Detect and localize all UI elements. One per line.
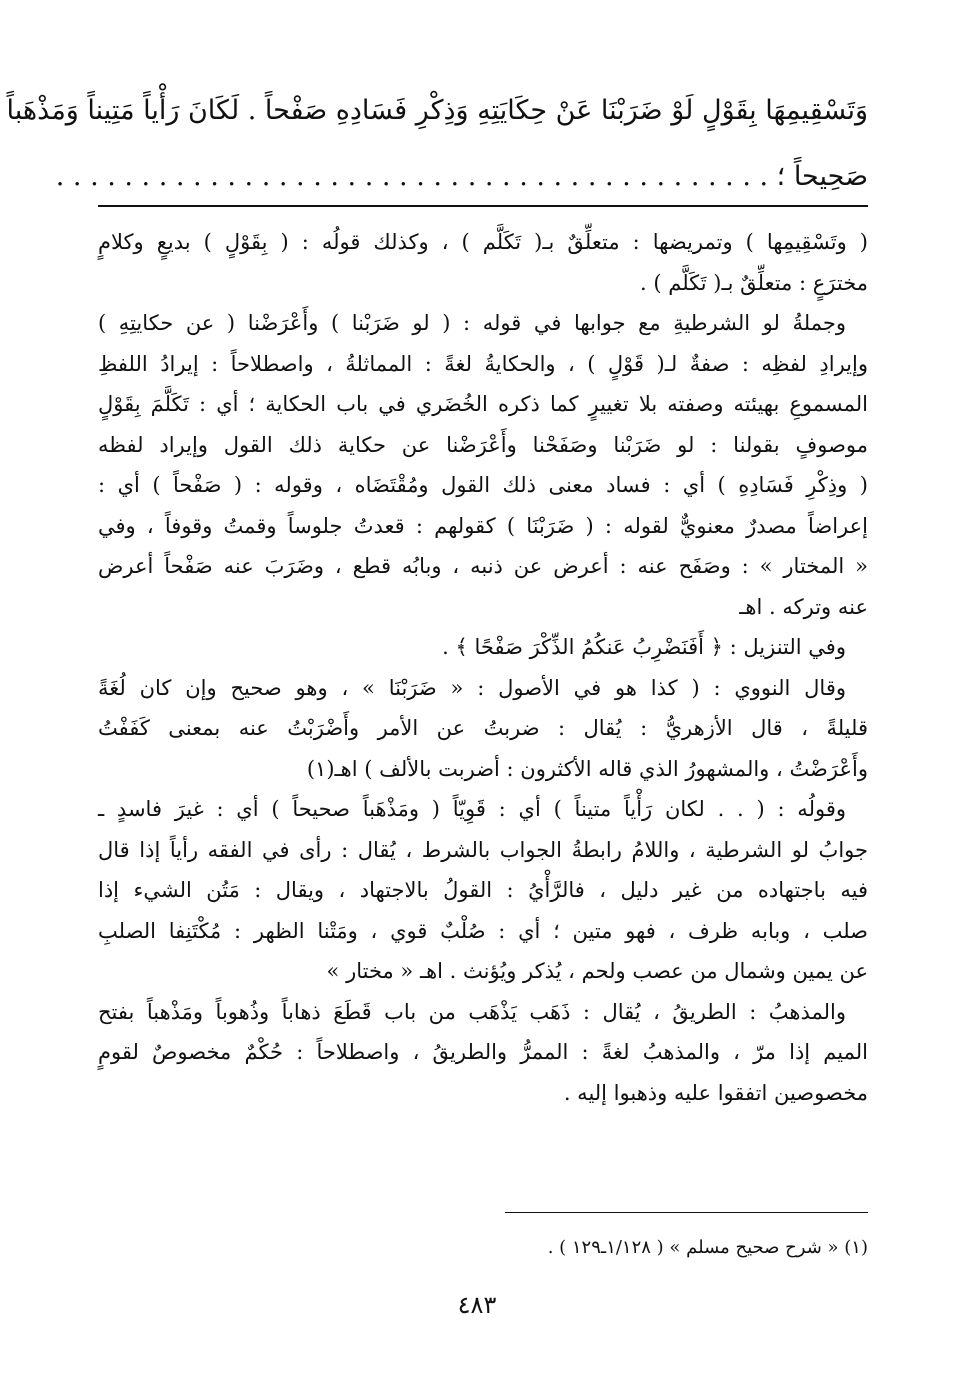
commentary-line: الميم إذا مرّ ، والمذهبُ لغةً : الممرُّ والطريقُ ، واصطلاحاً : حُكْمٌ مخصوصٌ لقومٍ: [98, 1040, 868, 1064]
commentary-line: وأَعْرَضْتُ ، والمشهورُ الذي قاله الأكثرون : أضربت بالألف ) اهـ(١): [306, 756, 868, 781]
commentary-line: المسموعِ بهيئته وصفته بلا تغييرٍ كما ذكره الخُضَري في باب الحكاية ؛ أي : تَكَلَّمَ بِقَوْلٍ: [98, 392, 868, 416]
commentary-line: ( وتَسْقِيمِها ) وتمريضها : متعلِّقٌ بـ( تَكَلَّم ) ، وكذلك قولُه : ( بِقَوْلٍ ) بديعٍ وكلامٍ: [98, 230, 868, 254]
commentary-line: صلب ، وبابه ظرف ، فهو متين ؛ أي : صُلْبٌ قوي ، ومَتْنا الظهر : مُكْتَنِفا الصلبِ: [98, 918, 868, 943]
commentary-line: وإيرادِ لفظِه : صفةٌ لـ( قَوْلٍ ) ، والحكايةُ لغةً : المماثلةُ ، واصطلاحاً : إيرادُ اللفظِ: [98, 351, 868, 376]
commentary-line: مخصوصين اتفقوا عليه وذهبوا إليه .: [563, 1080, 868, 1105]
commentary-line: موصوفٍ بقولنا : لو ضَرَبْنا وصَفَحْنا وأَعْرَضْنا عن حكاية ذلك القول وإيراد لفظه: [98, 432, 868, 457]
commentary-line: جوابُ لو الشرطية ، واللامُ رابطةُ الجواب بالشرط ، يُقال : رأى في الفقه رأياً إذا قال: [98, 837, 868, 862]
commentary-line: فيه باجتهاده من غير دليل ، فالرَّأْيُ : القولُ بالاجتهاد ، ويقال : مَتُن الشيء إذا: [98, 878, 868, 902]
commentary-line: وجملةُ لو الشرطيةِ مع جوابها في قوله : ( لو ضَرَبْنا ) وأَعْرَضْنا ( عن حكايتِهِ ): [98, 311, 846, 335]
commentary-line: وقال النووي : ( كذا هو في الأصول : « ضَرَبْنَا » ، وهو صحيح وإن كان لُغَةً: [98, 675, 846, 700]
commentary-line: « المختار » : وصَفَح عنه : أعرض عن ذنبه ، وبابُه قطع ، وضَرَبَ عنه صَفْحاً أعرض: [98, 554, 868, 578]
commentary-line: إعراضاً مصدرٌ معنويٌّ لقوله : ( ضَرَبْنَا ) كقولهم : قعدتُ جلوساً وقمتُ وقوفاً ، وفي: [98, 513, 868, 538]
main-text-line: وَتَسْقِيمِهَا بِقَوْلٍ لَوْ ضَرَبْنَا عَنْ حِكَايَتِهِ وَذِكْرِ فَسَادِهِ صَفْحاً . لَكَانَ رَأْياً مَتِيناً وَمَذْهَباً: [6, 95, 868, 126]
commentary-line: والمذهبُ : الطريقُ ، يُقال : ذَهَب يَذْهَب من باب قَطَعَ ذهاباً وذُهوباً ومَذْهباً بفتح: [98, 999, 846, 1024]
main-text: [6, 78, 868, 210]
page-number: ٤٨٣: [457, 1291, 497, 1319]
commentary-line: عن يمين وشمال من عصب ولحم ، يُذكر ويُؤنث . اهـ « مختار »: [326, 959, 868, 983]
quran-verse-line: وفي التنزيل : ﴿ أَفَنَضْرِبُ عَنكُمُ الذِّكْرَ صَفْحًا ﴾ .: [442, 635, 846, 659]
commentary-line: قليلةً ، قال الأزهريُّ : يُقال : ضربتُ عن الأمر وأَضْرَبْتُ عنه بمعنى كَفَفْتُ: [98, 716, 868, 740]
separator-rule: [98, 205, 868, 207]
commentary-line: مخترَعٍ : متعلِّقٌ بـ( تَكَلَّم ) .: [640, 270, 868, 295]
commentary-line: ( وذِكْرِ فَسَادِهِ ) أي : فساد معنى ذلك القول ومُقْتَضَاه ، وقوله : ( صَفْحاً ) أي :: [98, 473, 868, 497]
footnote-separator: [505, 1212, 868, 1213]
commentary-text: [98, 222, 868, 1113]
main-text-line: صَحِيحاً ؛ . . . . . . . . . . . . . . . . . . . . . . . . . . . . . . . . . . . . . . . . . .: [55, 161, 868, 192]
commentary-line: عنه وتركه . اهـ: [739, 594, 868, 619]
commentary-line: وقولُه : ( . . لكان رَأْياً متيناً ) أي : قَوِيّاً ( ومَذْهَباً صحيحاً ) أي : غيرَ فاسدٍ ـ: [98, 797, 846, 821]
footnote: (١) « شرح صحيح مسلم » ( ١/١٢٨ـ١٢٩ ) .: [547, 1237, 868, 1258]
